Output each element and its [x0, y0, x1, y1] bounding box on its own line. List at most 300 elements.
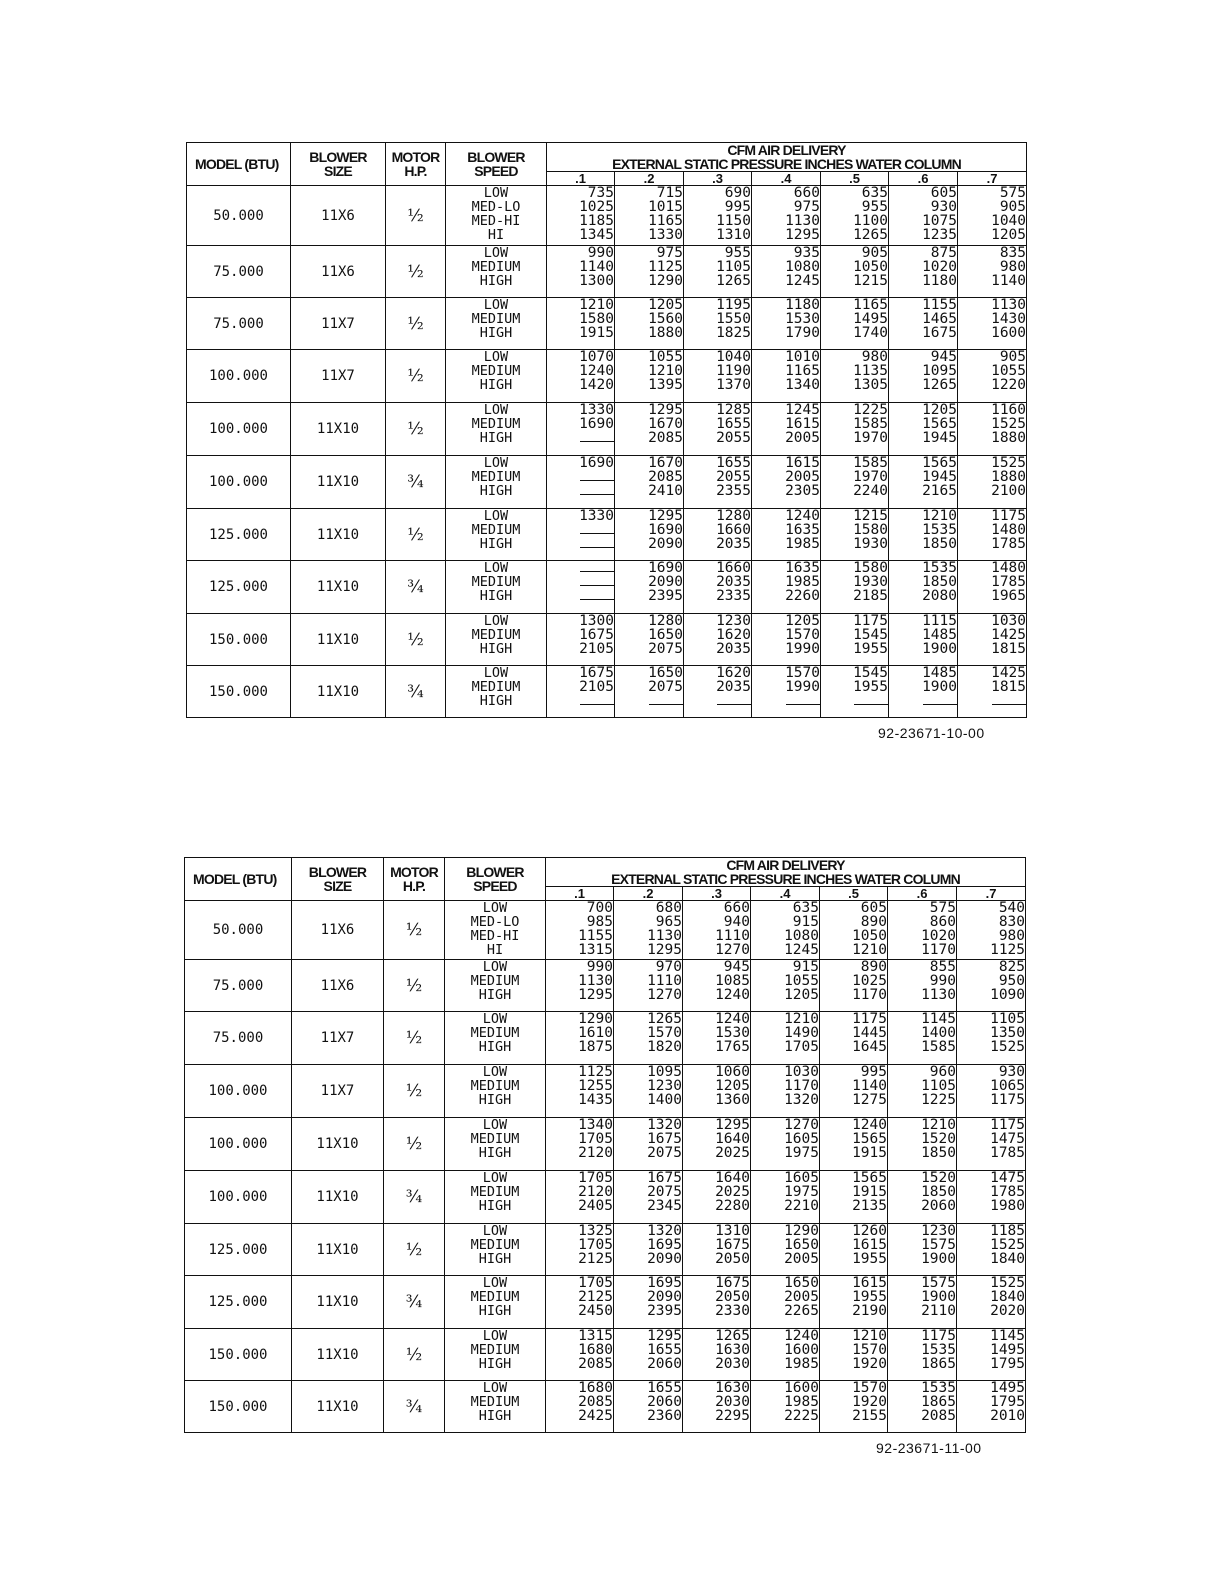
- cfm-value: 1225: [921, 1092, 956, 1108]
- speed-label: HIGH: [478, 1251, 512, 1267]
- cfm-value: 940: [723, 914, 750, 930]
- cfm-value: 2355: [716, 483, 751, 499]
- cfm-value: 1295: [648, 508, 683, 524]
- no-value-dash: [547, 523, 614, 537]
- cfm-value: 1245: [784, 942, 819, 958]
- cfm-value: 1635: [785, 560, 820, 576]
- cfm-value: 1655: [647, 1342, 682, 1358]
- cfm-value: 1865: [921, 1356, 956, 1372]
- blower-speed-cell: [445, 1224, 546, 1276]
- cfm-value: 1675: [579, 627, 614, 643]
- cfm-value: 1580: [579, 311, 614, 327]
- cfm-value-cell: [820, 1329, 888, 1381]
- cfm-air-delivery-table: [184, 857, 1026, 1433]
- dash-line: [580, 432, 614, 442]
- cfm-value-cell: [547, 350, 615, 403]
- cfm-value-cell: [547, 186, 615, 246]
- cfm-value: 2125: [578, 1289, 613, 1305]
- cfm-value: 1185: [990, 1223, 1026, 1239]
- table-row: [187, 246, 1027, 298]
- cfm-value-cell: [615, 456, 684, 509]
- cfm-value: 2295: [715, 1408, 750, 1424]
- cfm-value-cell: [888, 1012, 957, 1065]
- cfm-value-cell: [958, 298, 1027, 350]
- no-value-dash: [547, 470, 614, 484]
- speed-label: MEDIUM: [471, 522, 521, 538]
- cfm-value: 1660: [716, 522, 751, 538]
- no-value-dash: [821, 694, 888, 708]
- cfm-value-cell: [889, 403, 958, 456]
- cfm-value: 2075: [647, 1184, 682, 1200]
- speed-label: MED-HI: [470, 928, 520, 944]
- cfm-value-cell: [546, 1118, 614, 1171]
- cfm-value: 2410: [648, 483, 683, 499]
- cfm-value: 1955: [852, 1251, 887, 1267]
- cfm-value: 1570: [785, 627, 820, 643]
- blower-speed-cell: [445, 1012, 546, 1065]
- cfm-value: 1170: [921, 942, 956, 958]
- cfm-value: 1545: [853, 627, 888, 643]
- cfm-value: 2100: [991, 483, 1027, 499]
- blower-size-cell: 11X7: [292, 1012, 384, 1065]
- no-value-dash: [547, 589, 614, 603]
- dash-line: [649, 695, 683, 705]
- cfm-value: 1435: [578, 1092, 613, 1108]
- cfm-value: 1205: [648, 297, 683, 313]
- cfm-value: 1155: [578, 928, 613, 944]
- cfm-value-cell: [752, 614, 821, 666]
- cfm-value: 1765: [715, 1039, 750, 1055]
- cfm-value: 1205: [715, 1078, 750, 1094]
- cfm-value: 1240: [784, 1328, 819, 1344]
- cfm-value: 1015: [648, 199, 683, 215]
- dash-line: [923, 695, 957, 705]
- cfm-value: 1345: [579, 227, 614, 243]
- cfm-value: 2060: [921, 1198, 956, 1214]
- cfm-value: 1480: [991, 522, 1027, 538]
- cfm-value: 2120: [578, 1145, 613, 1161]
- cfm-value: 1690: [579, 416, 614, 432]
- cfm-value: 1985: [785, 574, 820, 590]
- cfm-value: 1675: [647, 1170, 682, 1186]
- cfm-value: 1295: [578, 987, 613, 1003]
- speed-label: MEDIUM: [470, 1289, 520, 1305]
- dash-line: [580, 524, 614, 534]
- cfm-value: 1210: [852, 1328, 887, 1344]
- cfm-value-cell: [684, 614, 752, 666]
- cfm-value: 1535: [922, 560, 957, 576]
- cfm-value: 1300: [579, 613, 614, 629]
- speed-label: LOW: [483, 402, 509, 418]
- cfm-value: 1980: [990, 1198, 1026, 1214]
- cfm-value: 1850: [922, 536, 957, 552]
- cfm-value-cell: [958, 403, 1027, 456]
- cfm-value-cell: [889, 614, 958, 666]
- blower-size-cell: 11X7: [292, 1065, 384, 1118]
- cfm-value: 1900: [921, 1251, 956, 1267]
- cfm-value: 1550: [716, 311, 751, 327]
- cfm-value-cell: [684, 509, 752, 561]
- cfm-value-cell: [821, 186, 889, 246]
- cfm-value: 1295: [647, 942, 682, 958]
- cfm-value-cell: [684, 561, 752, 614]
- cfm-value: 1205: [784, 987, 819, 1003]
- pressure-header: .1: [547, 172, 615, 186]
- cfm-value-cell: [547, 509, 615, 561]
- cfm-value: 2080: [922, 588, 957, 604]
- cfm-value: 905: [861, 245, 888, 261]
- cfm-value-cell: [684, 246, 752, 298]
- cfm-value: 1095: [647, 1064, 682, 1080]
- cfm-value: 1485: [922, 627, 957, 643]
- model-header: MODEL (BTU): [185, 858, 292, 901]
- blower-speed-cell: [446, 456, 547, 509]
- cfm-value-cell: [614, 1012, 683, 1065]
- table-row: [185, 1171, 1026, 1224]
- blower-speed-cell: [445, 901, 546, 960]
- model-cell: 125.000: [185, 1224, 292, 1276]
- table-row: [185, 901, 1026, 960]
- cfm-value-cell: [614, 901, 683, 960]
- cfm-value: 1915: [579, 325, 614, 341]
- cfm-value: 1900: [922, 679, 957, 695]
- cfm-value: 1675: [647, 1131, 682, 1147]
- cfm-value-cell: [615, 186, 684, 246]
- cfm-value: 575: [929, 900, 956, 916]
- table-row: [187, 614, 1027, 666]
- cfm-value: 2305: [785, 483, 820, 499]
- cfm-air-delivery-table: [186, 142, 1027, 718]
- blower-size-cell: 11X6: [291, 246, 386, 298]
- cfm-value: 1945: [922, 469, 957, 485]
- model-cell: 50.000: [187, 186, 291, 246]
- cfm-value: 1395: [648, 377, 683, 393]
- table-row: [185, 1012, 1026, 1065]
- model-cell: 100.000: [185, 1065, 292, 1118]
- cfm-value: 1690: [648, 560, 683, 576]
- motor-hp-header: MOTOR H.P.: [386, 143, 446, 186]
- cfm-value-cell: [752, 561, 821, 614]
- pressure-header: .2: [614, 887, 683, 901]
- cfm-value: 1530: [715, 1025, 750, 1041]
- cfm-value: 1955: [853, 641, 888, 657]
- cfm-value: 2035: [716, 574, 751, 590]
- cfm-value-cell: [615, 666, 684, 718]
- model-cell: 100.000: [185, 1118, 292, 1171]
- cfm-value: 1650: [784, 1237, 819, 1253]
- table-row: [187, 561, 1027, 614]
- cfm-value: 1655: [647, 1380, 682, 1396]
- cfm-value-cell: [957, 1171, 1026, 1224]
- cfm-value-cell: [958, 186, 1027, 246]
- cfm-value-cell: [958, 509, 1027, 561]
- speed-label: LOW: [482, 900, 508, 916]
- cfm-value: 1600: [991, 325, 1027, 341]
- cfm-value: 990: [587, 245, 614, 261]
- cfm-value: 1340: [578, 1117, 613, 1133]
- cfm-value: 2225: [784, 1408, 819, 1424]
- cfm-value: 1915: [852, 1145, 887, 1161]
- cfm-value: 1670: [648, 455, 683, 471]
- cfm-value: 1705: [578, 1275, 613, 1291]
- motor-hp-cell: ½: [386, 509, 446, 561]
- blower-size-cell: 11X10: [292, 1118, 384, 1171]
- cfm-value: 1475: [990, 1170, 1026, 1186]
- cfm-value: 1190: [716, 363, 751, 379]
- cfm-value: 1565: [922, 416, 957, 432]
- speed-label: HIGH: [479, 273, 513, 289]
- cfm-value: 1425: [991, 627, 1027, 643]
- cfm-value: 1125: [990, 942, 1026, 958]
- cfm-value: 1265: [853, 227, 888, 243]
- cfm-value-cell: [684, 350, 752, 403]
- cfm-value: 2090: [648, 536, 683, 552]
- cfm-value: 1560: [648, 311, 683, 327]
- blower-size-cell: 11X10: [292, 1329, 384, 1381]
- cfm-value: 1795: [990, 1394, 1026, 1410]
- cfm-value: 1605: [784, 1131, 819, 1147]
- model-cell: 125.000: [187, 509, 291, 561]
- speed-label: HIGH: [479, 641, 513, 657]
- cfm-value: 855: [929, 959, 956, 975]
- cfm-value: 1175: [853, 613, 888, 629]
- cfm-value-cell: [684, 403, 752, 456]
- blower-size-cell: 11X7: [291, 298, 386, 350]
- cfm-value: 635: [792, 900, 819, 916]
- cfm-value: 1320: [647, 1223, 682, 1239]
- cfm-value: 1740: [853, 325, 888, 341]
- cfm-value: 1610: [578, 1025, 613, 1041]
- model-cell: 100.000: [187, 350, 291, 403]
- model-cell: 150.000: [187, 614, 291, 666]
- cfm-value: 1210: [921, 1117, 956, 1133]
- cfm-value: 1030: [784, 1064, 819, 1080]
- cfm-value: 605: [860, 900, 887, 916]
- speed-label: LOW: [483, 665, 509, 681]
- cfm-value: 1295: [647, 1328, 682, 1344]
- cfm-value: 955: [724, 245, 751, 261]
- cfm-value: 1430: [991, 311, 1027, 327]
- cfm-value: 1170: [852, 987, 887, 1003]
- cfm-value: 1165: [648, 213, 683, 229]
- cfm-value-cell: [683, 1329, 751, 1381]
- cfm-value-cell: [547, 614, 615, 666]
- cfm-value: 1785: [990, 1145, 1026, 1161]
- cfm-value-cell: [546, 1171, 614, 1224]
- cfm-value-cell: [752, 509, 821, 561]
- cfm-value: 1525: [991, 455, 1027, 471]
- speed-label: MEDIUM: [470, 1237, 520, 1253]
- cfm-value: 1145: [990, 1328, 1026, 1344]
- cfm-value: 2030: [715, 1356, 750, 1372]
- cfm-value: 1180: [785, 297, 820, 313]
- cfm-value: 1135: [853, 363, 888, 379]
- cfm-value: 2330: [715, 1303, 750, 1319]
- cfm-value-cell: [546, 1276, 614, 1329]
- cfm-value: 1400: [921, 1025, 956, 1041]
- motor-hp-cell: ½: [386, 403, 446, 456]
- cfm-value: 950: [998, 973, 1026, 989]
- cfm-value: 1055: [991, 363, 1027, 379]
- cfm-value: 1025: [852, 973, 887, 989]
- dash-line: [580, 538, 614, 548]
- cfm-value: 1165: [853, 297, 888, 313]
- cfm-value: 1880: [991, 430, 1027, 446]
- cfm-value-cell: [888, 1065, 957, 1118]
- cfm-value: 1290: [784, 1223, 819, 1239]
- cfm-value: 1210: [922, 508, 957, 524]
- cfm-value: 1330: [648, 227, 683, 243]
- cfm-value: 715: [656, 185, 683, 201]
- cfm-value: 1575: [921, 1237, 956, 1253]
- cfm-value-cell: [614, 1224, 683, 1276]
- model-cell: 150.000: [187, 666, 291, 718]
- cfm-value: 1880: [648, 325, 683, 341]
- blower-size-cell: 11X10: [291, 456, 386, 509]
- cfm-value: 2005: [785, 430, 820, 446]
- cfm-value: 980: [999, 259, 1027, 275]
- cfm-value-cell: [821, 456, 889, 509]
- cfm-value: 1990: [785, 641, 820, 657]
- cfm-value-cell: [546, 1329, 614, 1381]
- cfm-value: 2280: [715, 1198, 750, 1214]
- cfm-value: 1565: [852, 1170, 887, 1186]
- cfm-value: 1175: [921, 1328, 956, 1344]
- cfm-value: 1065: [990, 1078, 1026, 1094]
- cfm-value: 1130: [921, 987, 956, 1003]
- speed-label: HIGH: [479, 325, 513, 341]
- cfm-value: 1575: [921, 1275, 956, 1291]
- cfm-value: 1315: [578, 942, 613, 958]
- cfm-value-cell: [957, 1224, 1026, 1276]
- cfm-value: 1255: [578, 1078, 613, 1094]
- table-row: [185, 1276, 1026, 1329]
- cfm-value: 930: [930, 199, 957, 215]
- speed-label: LOW: [482, 1117, 508, 1133]
- cfm-value: 1240: [579, 363, 614, 379]
- no-value-dash: [547, 431, 614, 445]
- cfm-value-cell: [683, 1276, 751, 1329]
- cfm-value: 980: [861, 349, 888, 365]
- cfm-value: 1520: [921, 1170, 956, 1186]
- cfm-value: 2395: [648, 588, 683, 604]
- cfm-value-cell: [547, 561, 615, 614]
- cfm-value-cell: [958, 614, 1027, 666]
- cfm-value-cell: [751, 1329, 820, 1381]
- cfm-value: 1615: [785, 416, 820, 432]
- cfm-value: 1675: [922, 325, 957, 341]
- cfm-value: 1225: [853, 402, 888, 418]
- pressure-header: .7: [958, 172, 1027, 186]
- cfm-value-cell: [820, 1381, 888, 1433]
- cfm-value: 1585: [921, 1039, 956, 1055]
- cfm-value: 1975: [784, 1184, 819, 1200]
- cfm-value: 2075: [647, 1145, 682, 1161]
- cfm-value: 1100: [853, 213, 888, 229]
- table-row: [187, 403, 1027, 456]
- cfm-value: 1075: [922, 213, 957, 229]
- cfm-value: 1675: [579, 665, 614, 681]
- cfm-value: 1785: [991, 536, 1027, 552]
- cfm-value: 1655: [716, 416, 751, 432]
- cfm-value: 1690: [579, 455, 614, 471]
- cfm-value: 1205: [922, 402, 957, 418]
- cfm-value: 905: [999, 199, 1027, 215]
- speed-label: HIGH: [478, 987, 512, 1003]
- cfm-value: 1640: [715, 1170, 750, 1186]
- cfm-value: 1695: [647, 1275, 682, 1291]
- speed-label: HIGH: [478, 1198, 512, 1214]
- cfm-value-cell: [888, 1381, 957, 1433]
- cfm-value: 1465: [922, 311, 957, 327]
- cfm-value: 1205: [991, 227, 1027, 243]
- cfm-value: 1840: [990, 1289, 1026, 1305]
- cfm-value: 1050: [852, 928, 887, 944]
- speed-label: LOW: [482, 959, 508, 975]
- motor-hp-cell: ¾: [384, 1276, 445, 1329]
- cfm-value: 2030: [715, 1394, 750, 1410]
- speed-label: HIGH: [479, 588, 513, 604]
- cfm-value: 1495: [990, 1380, 1026, 1396]
- cfm-value: 1815: [991, 641, 1027, 657]
- cfm-value: 830: [998, 914, 1026, 930]
- cfm-value: 2060: [647, 1394, 682, 1410]
- cfm-value: 575: [999, 185, 1027, 201]
- dash-line: [580, 485, 614, 495]
- cfm-value-cell: [751, 1381, 820, 1433]
- cfm-value-cell: [751, 1224, 820, 1276]
- cfm-value: 980: [998, 928, 1026, 944]
- cfm-value-cell: [957, 901, 1026, 960]
- cfm-value: 2050: [715, 1251, 750, 1267]
- speed-label: HI: [486, 942, 504, 958]
- cfm-value-cell: [614, 1065, 683, 1118]
- cfm-value-cell: [820, 1118, 888, 1171]
- cfm-value: 1270: [647, 987, 682, 1003]
- cfm-value-cell: [751, 1171, 820, 1224]
- cfm-value-cell: [888, 1171, 957, 1224]
- cfm-value: 1400: [647, 1092, 682, 1108]
- cfm-value: 1040: [716, 349, 751, 365]
- blower-size-cell: 11X10: [292, 1171, 384, 1224]
- cfm-value-cell: [614, 1118, 683, 1171]
- cfm-value: 2165: [922, 483, 957, 499]
- cfm-value: 1545: [853, 665, 888, 681]
- speed-label: LOW: [483, 455, 509, 471]
- cfm-value: 1785: [991, 574, 1027, 590]
- blower-speed-cell: [446, 561, 547, 614]
- cfm-value: 860: [929, 914, 956, 930]
- speed-label: MEDIUM: [471, 627, 521, 643]
- cfm-value: 1535: [921, 1342, 956, 1358]
- cfm-value: 1945: [922, 430, 957, 446]
- cfm-value: 2035: [716, 679, 751, 695]
- cfm-value: 1140: [852, 1078, 887, 1094]
- model-cell: 75.000: [187, 246, 291, 298]
- cfm-value: 1970: [853, 430, 888, 446]
- cfm-value-cell: [752, 350, 821, 403]
- cfm-value-cell: [957, 1276, 1026, 1329]
- table-row: [185, 1329, 1026, 1381]
- dash-line: [717, 695, 751, 705]
- cfm-value: 1525: [991, 416, 1027, 432]
- cfm-value-cell: [547, 666, 615, 718]
- cfm-value: 2345: [647, 1198, 682, 1214]
- cfm-value-cell: [546, 1381, 614, 1433]
- model-cell: 100.000: [187, 403, 291, 456]
- speed-label: MEDIUM: [470, 973, 520, 989]
- cfm-value: 2425: [578, 1408, 613, 1424]
